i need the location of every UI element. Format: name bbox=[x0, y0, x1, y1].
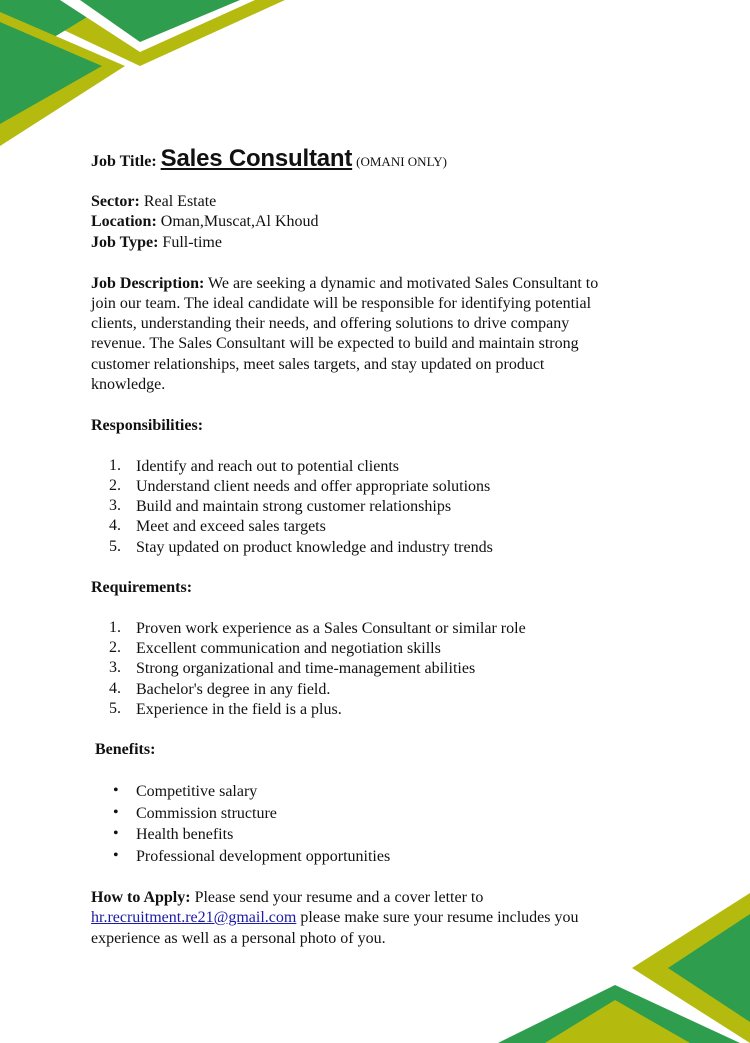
list-number: 3. bbox=[109, 659, 121, 676]
sector-value: Real Estate bbox=[143, 193, 217, 210]
apply-line-3: experience as well as a personal photo of you. bbox=[91, 930, 386, 947]
bullet-icon: • bbox=[113, 825, 119, 842]
list-item-text: Competitive salary bbox=[136, 783, 258, 800]
description-line-2: join our team. The ideal candidate will be responsible for identifying potential bbox=[91, 295, 592, 312]
list-item-text: Experience in the field is a plus. bbox=[136, 701, 342, 718]
job-type-line bbox=[91, 233, 222, 253]
list-item-text: Identify and reach out to potential clients bbox=[136, 458, 400, 475]
benefits-heading bbox=[95, 740, 155, 760]
list-number: 4. bbox=[109, 517, 121, 534]
list-number: 1. bbox=[109, 457, 121, 474]
description-line-3: clients, understanding their needs, and offering solutions to drive company bbox=[91, 315, 570, 332]
list-number: 4. bbox=[109, 680, 121, 697]
list-item-text: Excellent communication and negotiation skills bbox=[136, 640, 441, 657]
location-value: Oman,Muscat,Al Khoud bbox=[160, 213, 319, 230]
list-item-text: Health benefits bbox=[136, 826, 234, 843]
job-title-line bbox=[91, 146, 447, 175]
list-item-text: Proven work experience as a Sales Consultant or similar role bbox=[136, 620, 526, 637]
job-title: Sales Consultant bbox=[160, 145, 353, 172]
list-number: 5. bbox=[109, 538, 121, 555]
bullet-icon: • bbox=[113, 804, 119, 821]
location-label: Location: bbox=[91, 213, 157, 230]
description-line-5: customer relationships, meet sales targets, and stay updated on product bbox=[91, 356, 545, 373]
description-line-1 bbox=[91, 274, 598, 294]
list-number: 5. bbox=[109, 700, 121, 717]
description-line-4: revenue. The Sales Consultant will be expected to build and maintain strong bbox=[91, 335, 579, 352]
job-title-note: (OMANI ONLY) bbox=[356, 154, 447, 169]
list-item-text: Stay updated on product knowledge and industry trends bbox=[136, 539, 493, 556]
list-item-text: Bachelor's degree in any field. bbox=[136, 681, 331, 698]
sector-label: Sector: bbox=[91, 193, 140, 210]
email-link[interactable]: hr.recruitment.re21@gmail.com bbox=[91, 909, 297, 926]
requirements-heading bbox=[91, 578, 192, 598]
list-item-text: Understand client needs and offer appropriate solutions bbox=[136, 478, 491, 495]
list-number: 2. bbox=[109, 477, 121, 494]
responsibilities-heading-text: Responsibilities: bbox=[91, 417, 204, 434]
list-number: 2. bbox=[109, 639, 121, 656]
bullet-icon: • bbox=[113, 847, 119, 864]
sector-line bbox=[91, 192, 216, 212]
apply-text: Please send your resume and a cover letter to bbox=[194, 889, 484, 906]
benefits-heading-text: Benefits: bbox=[95, 741, 156, 758]
job-type-label: Job Type: bbox=[91, 234, 159, 251]
job-title-label: Job Title: bbox=[91, 153, 157, 170]
location-line bbox=[91, 212, 319, 232]
description-label: Job Description: bbox=[91, 275, 205, 292]
description-text: We are seeking a dynamic and motivated Sales Consultant to bbox=[208, 275, 599, 292]
responsibilities-heading bbox=[91, 416, 203, 436]
list-item-text: Meet and exceed sales targets bbox=[136, 518, 326, 535]
job-type-value: Full-time bbox=[162, 234, 222, 251]
apply-line-1 bbox=[91, 888, 483, 908]
requirements-heading-text: Requirements: bbox=[91, 579, 193, 596]
list-item-text: Build and maintain strong customer relationships bbox=[136, 498, 452, 515]
list-item-text: Professional development opportunities bbox=[136, 848, 391, 865]
apply-label: How to Apply: bbox=[91, 889, 191, 906]
list-number: 1. bbox=[109, 619, 121, 636]
list-number: 3. bbox=[109, 497, 121, 514]
apply-line-2 bbox=[91, 908, 578, 928]
list-item-text: Commission structure bbox=[136, 805, 277, 822]
description-line-6: knowledge. bbox=[91, 376, 166, 393]
apply-text-2: please make sure your resume includes you bbox=[300, 909, 579, 926]
list-item-text: Strong organizational and time-management abilities bbox=[136, 660, 476, 677]
bullet-icon: • bbox=[113, 782, 119, 799]
